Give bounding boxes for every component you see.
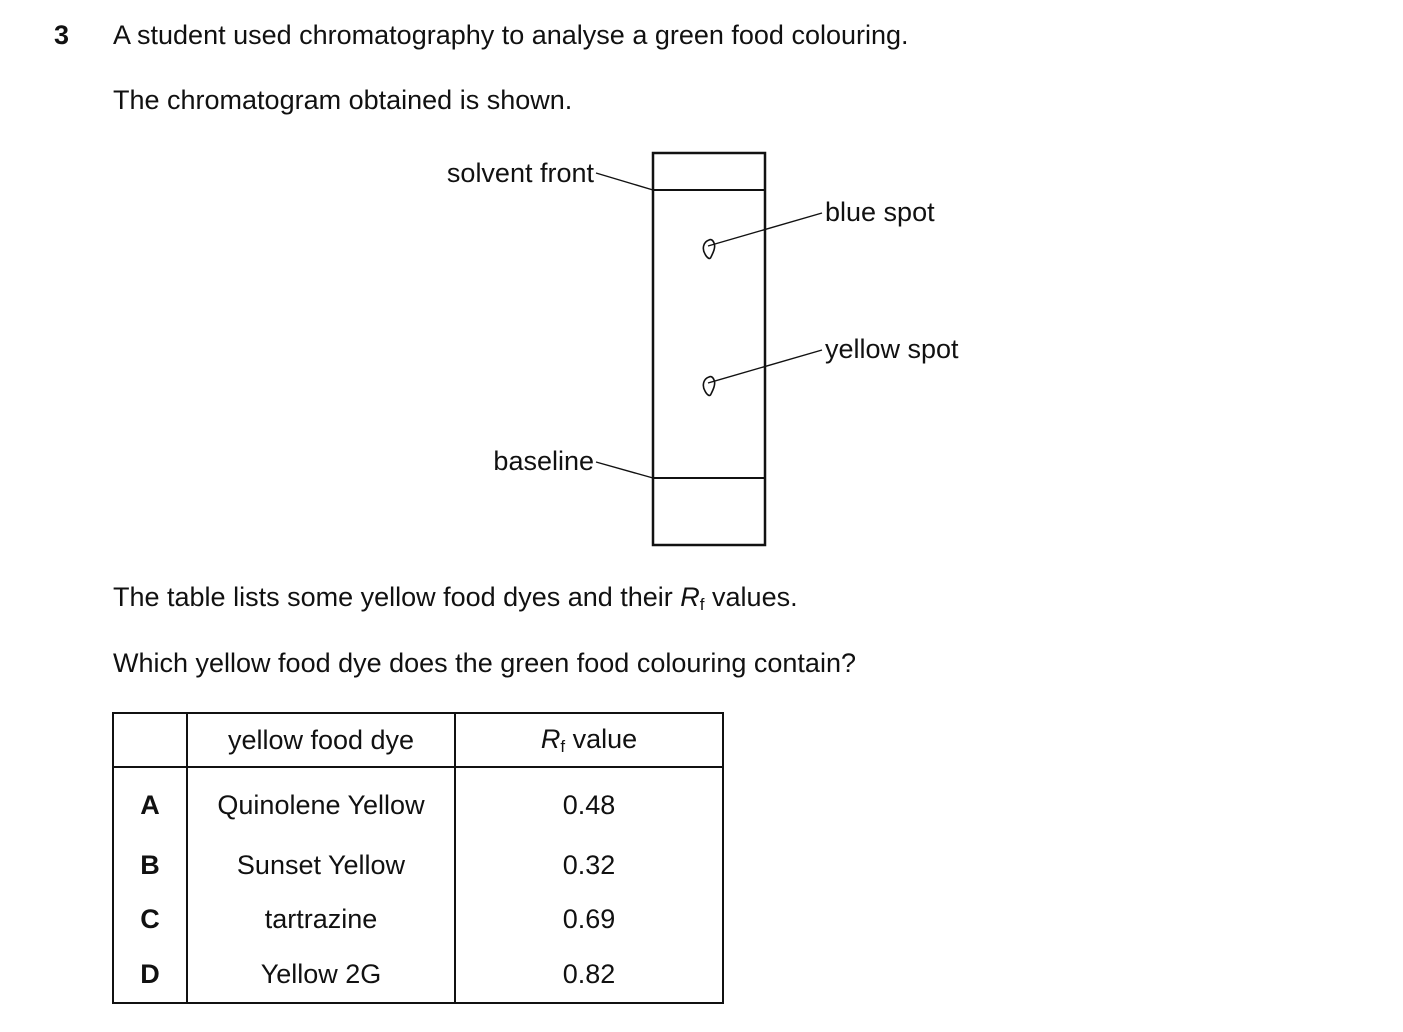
option-dye: tartrazine xyxy=(187,892,455,946)
option-dye: Sunset Yellow xyxy=(187,838,455,892)
header-rf-r: R xyxy=(540,723,561,754)
header-rf xyxy=(455,713,723,767)
option-dye: Quinolene Yellow xyxy=(187,767,455,838)
blue-spot-label: blue spot xyxy=(825,197,935,227)
yellow-spot-label: yellow spot xyxy=(825,334,959,364)
option-letter: C xyxy=(113,892,187,946)
question-number: 3 xyxy=(54,20,70,50)
blue-spot xyxy=(703,240,714,259)
option-dye: Yellow 2G xyxy=(187,946,455,1003)
header-dye: yellow food dye xyxy=(187,713,455,767)
option-row-c[interactable] xyxy=(113,892,723,946)
baseline-label: baseline xyxy=(493,446,594,476)
table-intro-r: R xyxy=(680,582,700,612)
header-rf-after: value xyxy=(565,723,638,754)
dye-table xyxy=(112,712,724,1004)
option-letter: D xyxy=(113,946,187,1003)
table-intro-after: values. xyxy=(704,582,798,612)
option-rf: 0.48 xyxy=(455,767,723,838)
solvent-front-label: solvent front xyxy=(446,158,594,188)
header-blank xyxy=(113,713,187,767)
question-intro: A student used chromatography to analyse a green food colouring. xyxy=(113,20,909,50)
yellow-spot xyxy=(703,377,714,396)
solvent-front-leader xyxy=(596,173,653,190)
table-intro xyxy=(113,581,798,621)
table-intro-sub: f xyxy=(699,595,705,614)
option-row-b[interactable] xyxy=(113,838,723,892)
table-intro-before: The table lists some yellow food dyes and their xyxy=(113,582,681,612)
question-prompt: Which yellow food dye does the green food colouring contain? xyxy=(113,648,856,678)
option-letter: B xyxy=(113,838,187,892)
baseline-leader xyxy=(596,462,653,478)
option-letter: A xyxy=(113,767,187,838)
option-rf: 0.82 xyxy=(455,946,723,1003)
option-row-d[interactable] xyxy=(113,946,723,1003)
chromatography-paper xyxy=(653,153,765,545)
option-rf: 0.69 xyxy=(455,892,723,946)
chromatogram-caption: The chromatogram obtained is shown. xyxy=(113,85,573,115)
option-row-a[interactable] xyxy=(113,767,723,838)
table-header-row xyxy=(113,713,723,767)
option-rf: 0.32 xyxy=(455,838,723,892)
header-rf-sub: f xyxy=(560,736,566,756)
